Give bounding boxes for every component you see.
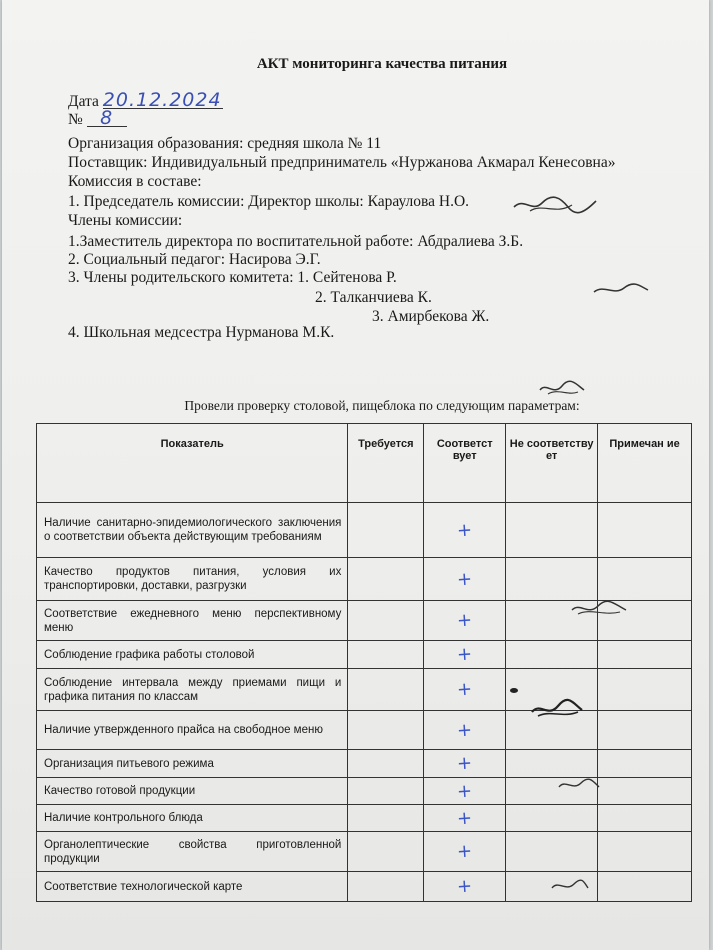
table-row [37, 832, 692, 872]
required-cell [348, 711, 424, 750]
required-cell [348, 872, 424, 902]
handwritten-plus: + [456, 840, 473, 863]
signature-chairman [512, 193, 602, 219]
signature-row-menu [570, 598, 630, 620]
row-name: Наличие контрольного блюда [37, 805, 348, 832]
header-not-complies: Не соответству ет [506, 424, 598, 503]
complies-cell [424, 669, 506, 711]
complies-cell [424, 832, 506, 872]
complies-cell [424, 805, 506, 832]
complies-cell [424, 711, 506, 750]
complies-cell [424, 641, 506, 669]
row-name: Соответствие технологической карте [37, 872, 348, 902]
signature-row-tech [550, 878, 590, 894]
not-complies-cell [506, 558, 598, 601]
note-cell [598, 832, 692, 872]
table-row [37, 750, 692, 778]
row-name: Качество продуктов питания, условия их транспортировки, доставки, разгрузки [37, 558, 348, 601]
note-cell [598, 711, 692, 750]
row-name: Соблюдение интервала между приемами пищи и графика питания по классам [37, 669, 348, 711]
required-cell [348, 669, 424, 711]
handwritten-plus: + [456, 643, 473, 666]
number-label: № [68, 111, 83, 128]
note-cell [598, 750, 692, 778]
inspection-table [36, 423, 692, 902]
table-row [37, 805, 692, 832]
handwritten-plus: + [456, 779, 473, 803]
row-name: Наличие утвержденного прайса на свободное меню [37, 711, 348, 750]
required-cell [348, 750, 424, 778]
member-3b: 2. Талканчиева К. [315, 289, 432, 306]
required-cell [348, 805, 424, 832]
complies-cell [424, 558, 506, 601]
note-cell [598, 805, 692, 832]
member-1: 1.Заместитель директора по воспитательной работе: Абдралиева З.Б. [68, 233, 524, 250]
handwritten-plus: + [456, 609, 473, 632]
row-name: Качество готовой продукции [37, 778, 348, 805]
not-complies-cell [506, 832, 598, 872]
handwritten-plus: + [456, 806, 473, 830]
row-name: Наличие санитарно-эпидемиологического заключения о соответствии объекта действующим требованиям [37, 503, 348, 558]
note-cell [598, 778, 692, 805]
member-4: 4. Школьная медсестра Нурманова М.К. [68, 324, 335, 341]
handwritten-plus: + [456, 752, 473, 775]
note-cell [598, 503, 692, 558]
table-row [37, 711, 692, 750]
handwritten-plus: + [456, 875, 473, 898]
handwritten-plus: + [456, 567, 473, 591]
signature-parent [592, 280, 652, 300]
handwritten-plus: + [456, 518, 473, 542]
header-required: Требуется [348, 424, 424, 503]
header-indicator: Показатель [37, 424, 348, 503]
not-complies-cell [506, 750, 598, 778]
table-row [37, 558, 692, 601]
required-cell [348, 778, 424, 805]
row-name: Организация питьевого режима [37, 750, 348, 778]
required-cell [348, 641, 424, 669]
note-cell [598, 641, 692, 669]
number-line [68, 107, 127, 129]
signature-nurse [538, 378, 588, 400]
date-line [68, 89, 223, 111]
ink-dot [510, 688, 518, 693]
handwritten-plus: + [456, 718, 473, 742]
complies-cell [424, 601, 506, 641]
handwritten-plus: + [456, 678, 473, 701]
supplier-line: Поставщик: Индивидуальный предприниматель «Нуржанова Акмарал Кенесовна» [68, 154, 616, 171]
header-complies: Соответст вует [424, 424, 506, 503]
table-row [37, 872, 692, 902]
required-cell [348, 832, 424, 872]
complies-cell [424, 750, 506, 778]
required-cell [348, 503, 424, 558]
header-note: Примечан ие [598, 424, 692, 503]
note-cell [598, 872, 692, 902]
not-complies-cell [506, 503, 598, 558]
row-name: Соблюдение графика работы столовой [37, 641, 348, 669]
commission-heading: Комиссия в составе: [68, 173, 202, 190]
number-value: 8 [87, 110, 127, 127]
member-2: 2. Социальный педагог: Насирова Э.Г. [68, 251, 321, 268]
table-header-row [37, 424, 692, 503]
note-cell [598, 669, 692, 711]
paper-sheet [2, 0, 709, 950]
required-cell [348, 601, 424, 641]
required-cell [348, 558, 424, 601]
row-name: Органолептические свойства приготовленной продукции [37, 832, 348, 872]
complies-cell [424, 503, 506, 558]
table-row [37, 641, 692, 669]
member-3: 3. Члены родительского комитета: 1. Сейтенова Р. [68, 269, 397, 286]
date-value: 20.12.2024 [102, 89, 222, 111]
chairman-line: 1. Председатель комиссии: Директор школы: Караулова Н.О. [68, 193, 470, 210]
document-title: АКТ мониторинга качества питания [256, 56, 508, 72]
date-label: Дата [68, 93, 99, 110]
signature-row-price [530, 698, 586, 722]
complies-cell [424, 872, 506, 902]
not-complies-cell [506, 805, 598, 832]
signature-row-quality [557, 777, 601, 793]
table-row [37, 669, 692, 711]
intro-text: Провели проверку столовой, пищеблока по следующим параметрам: [184, 398, 580, 413]
member-3c: 3. Амирбекова Ж. [372, 308, 490, 325]
table-row [37, 503, 692, 558]
row-name: Соответствие ежедневного меню перспективному меню [37, 601, 348, 641]
members-heading: Члены комиссии: [68, 212, 183, 229]
not-complies-cell [506, 641, 598, 669]
organization-line: Организация образования: средняя школа № 11 [68, 135, 382, 152]
note-cell [598, 558, 692, 601]
complies-cell [424, 778, 506, 805]
